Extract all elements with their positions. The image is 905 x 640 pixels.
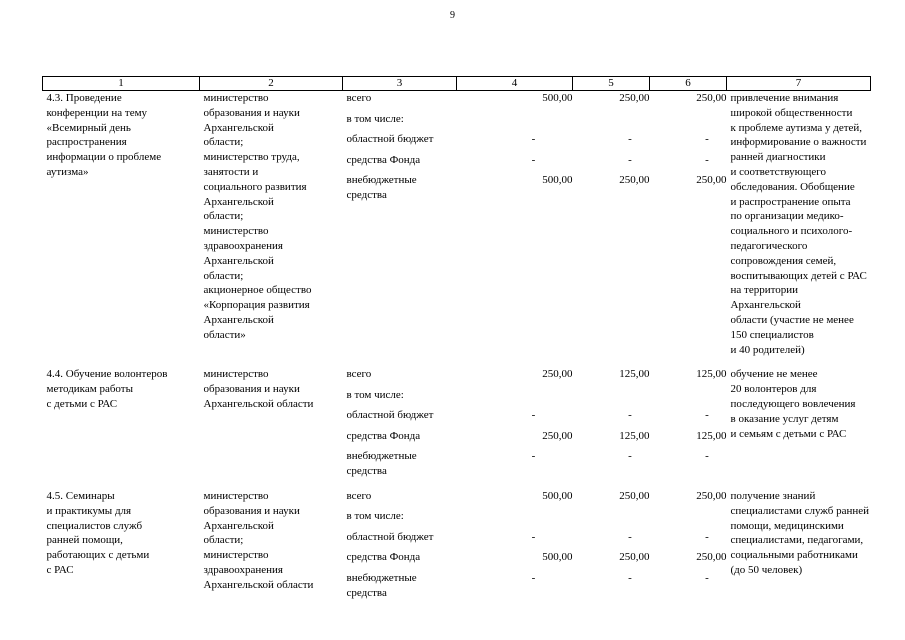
col4-cell [457,91,573,358]
source-extrabudgetary: внебюджетные средства [346,571,417,599]
result-cell: получение знаний специалистами служб ранней помощи, медицинскими специалистами, педагогами, социальными работниками (до 50 человек) [730,489,870,576]
value: 250,00 [696,489,727,502]
source-total: всего [346,92,372,104]
value [577,388,650,409]
source-regional-budget: областной бюджет [346,133,434,145]
sources-cell [343,91,457,358]
column-header-6: 6 [650,77,727,91]
value: 250,00 [619,489,650,502]
measure-cell: 4.5. Семинары и практикумы для специалистов служб ранней помощи, работающих с детьми с РАС [46,489,150,576]
measure-cell: 4.4. Обучение волонтеров методикам работы с детьми с РАС [46,368,168,410]
value: 250,00 [619,551,650,564]
value: - [705,153,709,166]
value: - [705,530,709,543]
source-regional-budget: областной бюджет [346,530,434,543]
executors-cell: министерство образования и науки Архангельской области [203,368,314,410]
program-table [42,76,871,601]
value: - [628,409,632,422]
value: 250,00 [696,551,727,564]
value: - [531,133,536,145]
column-header-5: 5 [573,77,650,91]
value: 500,00 [542,174,573,186]
col6-cell [650,367,727,479]
value: - [628,153,632,166]
value: - [628,133,632,145]
value: - [628,530,632,543]
value: - [705,409,709,422]
value: - [531,153,536,166]
value [654,509,727,530]
column-header-7: 7 [727,77,871,91]
value [654,388,727,409]
source-fund: средства Фонда [346,153,421,166]
value: 250,00 [542,368,573,381]
sources-cell [343,367,457,479]
column-header-3: 3 [343,77,457,91]
source-including: в том числе: [346,112,404,125]
value: 250,00 [696,92,727,104]
col5-cell [573,489,650,601]
executors-cell: министерство образования и науки Архангельской области; министерство труда, занятости и социального развития Архангельской области; министерство здравоохранения Архангельской области; акционерное общество «Корпорация развития Архангельской области» [203,92,312,341]
source-extrabudgetary: внебюджетные средства [346,450,417,478]
source-total: всего [346,489,372,502]
value [654,112,727,133]
value: 500,00 [542,489,573,502]
value [461,509,573,530]
value: 125,00 [696,429,727,442]
sources-cell [343,489,457,601]
col5-cell [573,91,650,358]
col6-cell [650,489,727,601]
value: 250,00 [696,174,727,186]
column-header-1: 1 [43,77,200,91]
value: - [628,571,632,584]
value: 125,00 [619,368,650,381]
executors-cell: министерство образования и науки Архангельской области; министерство здравоохранения Архангельской области [203,489,314,591]
value [461,388,573,409]
value: 125,00 [696,368,727,381]
value: 500,00 [542,551,573,564]
value: - [531,571,536,584]
result-cell: привлечение внимания широкой общественности к проблеме аутизма у детей, информирование о важности ранней диагностики и соответствующего обследования. Обобщение и распространение опыта по организации медико- социального и психолого- педагогического сопровождения семей, воспитывающих детей с РАС на территории Архангельской области (участие не менее 150 специалистов и 40 родителей) [730,92,867,356]
value [577,112,650,133]
value [461,112,573,133]
column-header-4: 4 [457,77,573,91]
table-row [43,489,871,601]
source-including: в том числе: [346,388,404,401]
table-row [43,367,871,479]
value: - [531,530,536,543]
source-regional-budget: областной бюджет [346,409,434,422]
col5-cell [573,367,650,479]
source-including: в том числе: [346,510,404,523]
col4-cell [457,489,573,601]
value: - [705,450,709,463]
result-cell: обучение не менее 20 волонтеров для последующего вовлечения в оказание услуг детям и семьям с детьми с РАС [730,368,856,440]
source-fund: средства Фонда [346,551,421,564]
source-fund: средства Фонда [346,429,421,442]
value: - [705,571,709,584]
value: 500,00 [542,92,573,104]
value: - [705,133,709,145]
col6-cell [650,91,727,358]
value [577,509,650,530]
page-number: 9 [450,10,455,21]
col4-cell [457,367,573,479]
value: 250,00 [619,92,650,104]
table-row [43,91,871,358]
column-number-row [43,77,871,91]
value: - [531,450,536,463]
value: - [628,450,632,463]
column-header-2: 2 [200,77,343,91]
source-total: всего [346,368,372,381]
value: - [531,409,536,422]
value: 250,00 [542,429,573,442]
measure-cell: 4.3. Проведение конференции на тему «Всемирный день распространения информации о проблеме аутизма» [46,92,162,178]
source-extrabudgetary: внебюджетные средства [346,174,417,201]
value: 125,00 [619,429,650,442]
value: 250,00 [619,174,650,186]
